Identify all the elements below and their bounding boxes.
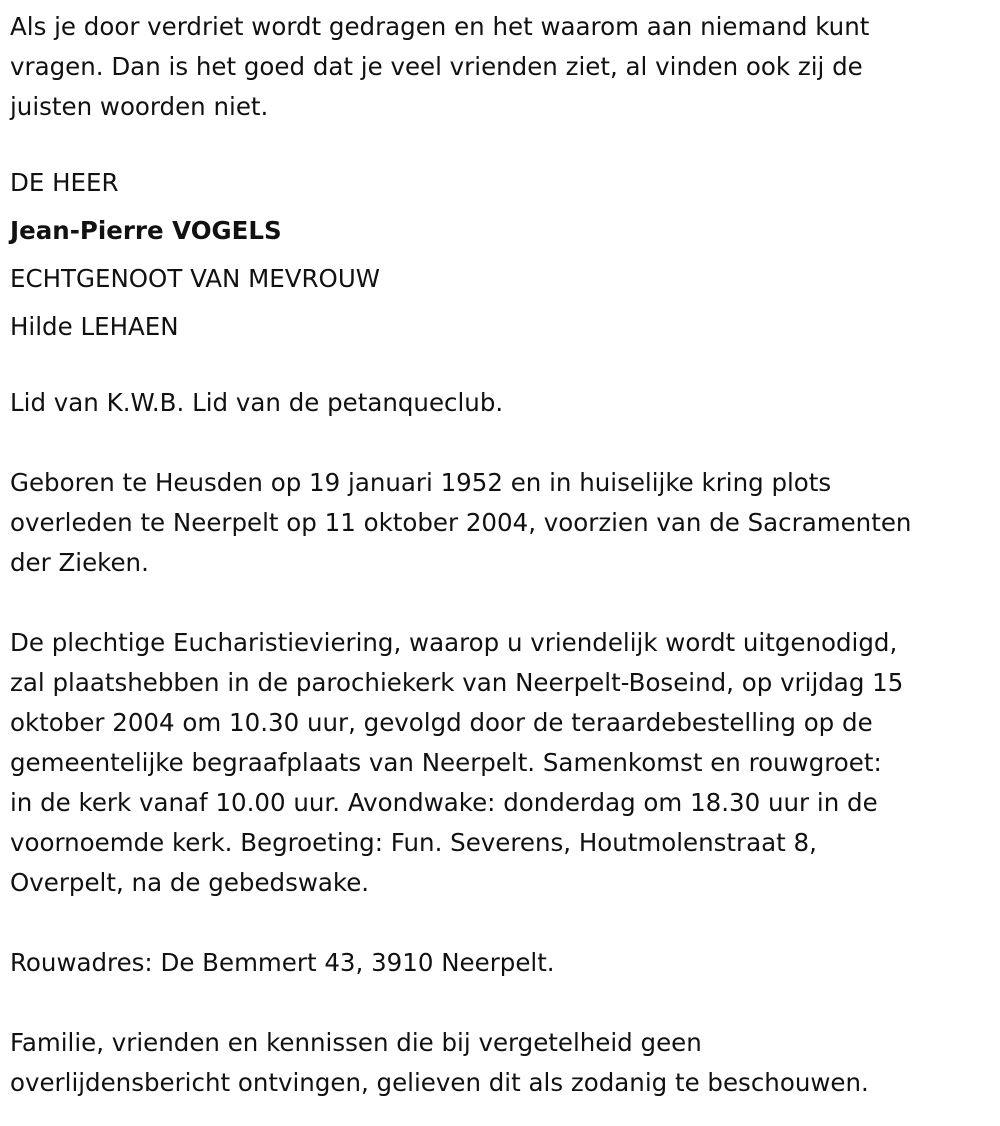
text-line: oktober 2004 om 10.30 uur, gevolgd door de teraardebestelling op de: [10, 708, 873, 737]
text-line: juisten woorden niet.: [10, 92, 269, 121]
poem-paragraph: [10, 7, 995, 127]
text-line: overlijdensbericht ontvingen, gelieven dit als zodanig te beschouwen.: [10, 1068, 869, 1097]
text-line: overleden te Neerpelt op 11 oktober 2004, voorzien van de Sacramenten: [10, 508, 912, 537]
text-line: in de kerk vanaf 10.00 uur. Avondwake: donderdag om 18.30 uur in de: [10, 788, 878, 817]
text-line: Lid van K.W.B. Lid van de petanqueclub.: [10, 388, 504, 417]
address-paragraph: [10, 943, 995, 983]
obituary-document: [10, 7, 995, 1103]
text-line: Geboren te Heusden op 19 januari 1952 en in huiselijke kring plots: [10, 468, 832, 497]
relation: ECHTGENOOT VAN MEVROUW: [10, 264, 381, 293]
closing-paragraph: [10, 1023, 995, 1103]
text-line: Rouwadres: De Bemmert 43, 3910 Neerpelt.: [10, 948, 555, 977]
text-line: voornoemde kerk. Begroeting: Fun. Severens, Houtmolenstraat 8,: [10, 828, 817, 857]
ceremony-paragraph: [10, 623, 995, 903]
deceased-name: Jean-Pierre VOGELS: [10, 216, 282, 245]
birth-death-paragraph: [10, 463, 995, 583]
text-line: der Zieken.: [10, 548, 149, 577]
title: DE HEER: [10, 168, 119, 197]
text-line: zal plaatshebben in de parochiekerk van Neerpelt-Boseind, op vrijdag 15: [10, 668, 904, 697]
text-line: vragen. Dan is het goed dat je veel vrienden ziet, al vinden ook zij de: [10, 52, 863, 81]
text-line: gemeentelijke begraafplaats van Neerpelt. Samenkomst en rouwgroet:: [10, 748, 882, 777]
text-line: Als je door verdriet wordt gedragen en het waarom aan niemand kunt: [10, 12, 870, 41]
membership-paragraph: [10, 383, 995, 423]
text-line: Familie, vrienden en kennissen die bij vergetelheid geen: [10, 1028, 702, 1057]
spouse-name: Hilde LEHAEN: [10, 312, 179, 341]
deceased-header: [10, 159, 995, 351]
text-line: De plechtige Eucharistieviering, waarop u vriendelijk wordt uitgenodigd,: [10, 628, 898, 657]
text-line: Overpelt, na de gebedswake.: [10, 868, 370, 897]
